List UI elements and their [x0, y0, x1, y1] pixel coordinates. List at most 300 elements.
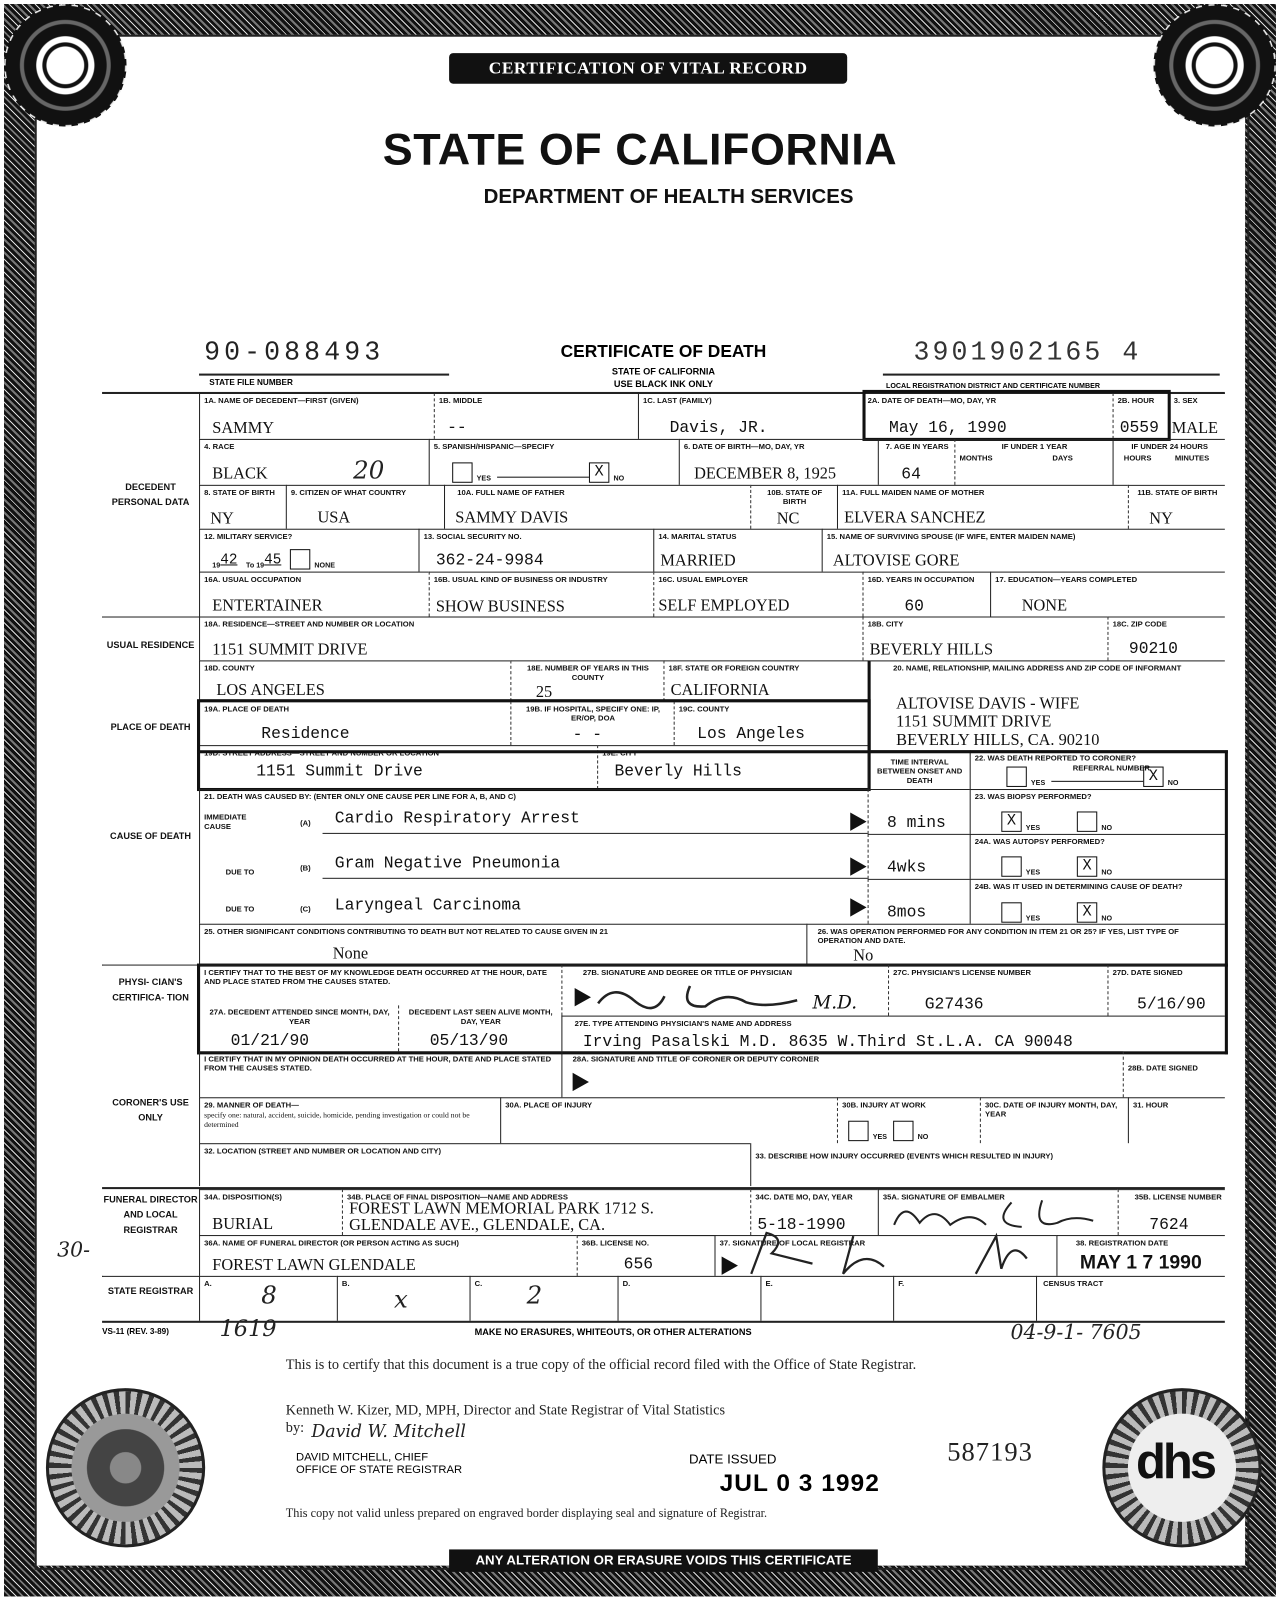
field-label: (C) [300, 904, 311, 914]
field-value: 7624 [1149, 1215, 1189, 1235]
field-label: 12. MILITARY SERVICE? [204, 531, 293, 541]
chief-title: DAVID MITCHELL, CHIEF [296, 1451, 429, 1464]
field-label: 2A. DATE OF DEATH—MO, DAY, YR [867, 396, 997, 406]
field-value: 362-24-9984 [435, 551, 544, 570]
field-label: 28B. DATE SIGNED [1127, 1063, 1198, 1073]
field-label: I CERTIFY THAT IN MY OPINION DEATH OCCURRED AT THE HOUR, DATE AND PLACE STATED FROM THE CAUSES STATED. [204, 1054, 552, 1073]
injury-work-yes-checkbox[interactable] [848, 1121, 868, 1141]
field-label: 27E. TYPE ATTENDING PHYSICIAN'S NAME AND ADDRESS [574, 1018, 792, 1028]
serial-number: 587193 [947, 1437, 1033, 1467]
field-label: 34A. DISPOSITION(S) [204, 1192, 282, 1202]
field-4-race: 4. RACE BLACK 20 [199, 439, 429, 485]
field-19d-street-address [199, 745, 597, 789]
state-registrar-a: A. 8 [199, 1276, 337, 1321]
checkbox-label: NO [1101, 915, 1113, 923]
field-label: 21. DEATH WAS CAUSED BY: (ENTER ONLY ONE CAUSE PER LINE FOR A, B, AND C) [204, 792, 516, 802]
field-label: A. [204, 1278, 212, 1289]
field-27e-physician-name-address [561, 1016, 1224, 1052]
field-value: 5-18-1990 [757, 1215, 846, 1235]
field-27c-license [888, 965, 1107, 1016]
form-code: VS-11 (REV. 3-89) [102, 1326, 169, 1337]
chief-name [296, 1451, 462, 1475]
field-value: Davis, JR. [669, 418, 768, 437]
census-tract [1036, 1276, 1225, 1321]
field-28b-date-signed [1123, 1051, 1225, 1097]
checkbox-label: NO [613, 475, 625, 483]
checkbox-label: YES [1025, 915, 1041, 923]
field-label: 16C. USUAL EMPLOYER [658, 574, 748, 584]
checkbox-label: YES [872, 1133, 888, 1142]
local-registration-label: LOCAL REGISTRATION DISTRICT AND CERTIFICATE NUMBER [885, 382, 1101, 390]
state-registrar-f [893, 1276, 1036, 1321]
field-label: I CERTIFY THAT TO THE BEST OF MY KNOWLEDGE DEATH OCCURRED AT THE HOUR, DATE AND PLACE STATED FROM THE CAUSES STATED. [204, 967, 547, 986]
registrar-director: Kenneth W. Kizer, MD, MPH, Director and State Registrar of Vital Statistics [285, 1403, 726, 1419]
arrow-icon [850, 898, 866, 916]
field-value: 1151 Summit Drive [256, 762, 423, 781]
checkbox-label: YES [476, 475, 491, 483]
field-label: 11B. STATE OF BIRTH [1137, 487, 1218, 498]
field-label: 1C. LAST (FAMILY) [643, 396, 712, 406]
field-label: 31. HOUR [1132, 1100, 1169, 1110]
field-label: 14. MARITAL STATUS [658, 531, 737, 541]
field-10b-father-birth-state [750, 485, 837, 529]
field-value: BLACK [212, 465, 268, 483]
field-value: Irving Pasalski M.D. 8635 W.Third St.L.A. CA 90048 [582, 1032, 1073, 1052]
local-registration-number: 3901902165 4 [913, 336, 1142, 368]
field-label: 16A. USUAL OCCUPATION [204, 574, 302, 584]
arrow-icon [575, 988, 591, 1006]
field-22-coroner-reported [970, 750, 1225, 789]
field-5-hispanic [429, 439, 679, 485]
field-value: FOREST LAWN MEMORIAL PARK 1712 S. [349, 1200, 654, 1218]
field-label: 30C. DATE OF INJURY MONTH, DAY, YEAR [984, 1100, 1118, 1119]
field-24a-autopsy [970, 834, 1225, 879]
field-18d-county [199, 660, 510, 701]
field-label: B. [341, 1278, 350, 1289]
field-27d-date-signed [1107, 965, 1224, 1016]
coroner-yes-checkbox[interactable] [1006, 767, 1026, 787]
field-label: 9. CITIZEN OF WHAT COUNTRY [290, 487, 407, 498]
arrow-icon [722, 1256, 738, 1274]
field-37-local-registrar-signature [714, 1235, 1056, 1276]
rule-line [102, 965, 199, 966]
ink-instruction: USE BLACK INK ONLY [613, 378, 714, 389]
field-label: TIME INTERVAL BETWEEN ONSET AND DEATH [877, 757, 963, 785]
field-label: 24B. WAS IT USED IN DETERMINING CAUSE OF DEATH? [974, 881, 1183, 892]
office-title: OFFICE OF STATE REGISTRAR [296, 1463, 463, 1476]
field-36b-license [577, 1235, 715, 1276]
field-label: 30B. INJURY AT WORK [842, 1100, 926, 1110]
field-16c-employer [653, 572, 862, 617]
certificate-subtitle [500, 365, 827, 389]
field-value: 90210 [1128, 639, 1178, 659]
field-34a-disposition [199, 1189, 342, 1235]
field-2b-hour [1113, 393, 1169, 439]
field-36a-funeral-director [199, 1235, 577, 1276]
field-value: Los Angeles [697, 724, 805, 744]
field-9-citizenship [286, 485, 444, 529]
field-27a-attended-since [199, 1005, 398, 1051]
field-label: (B) [300, 863, 311, 873]
field-value: ALTOVISE DAVIS - WIFE [896, 695, 1080, 713]
checkbox-label: YES [1025, 824, 1041, 832]
cause-c: Laryngeal Carcinoma [334, 896, 522, 915]
state-file-number-label: STATE FILE NUMBER [209, 377, 293, 387]
field-value: 05/13/90 [429, 1031, 509, 1051]
certification-banner: CERTIFICATION OF VITAL RECORD [449, 53, 847, 84]
field-label: 18D. COUNTY [204, 663, 255, 673]
checkbox-label: NO [1167, 779, 1179, 787]
field-16a-occupation [199, 572, 429, 617]
field-20-informant [868, 660, 1225, 750]
corner-rosette-top-right [1153, 4, 1275, 126]
field-label: 35A. SIGNATURE OF EMBALMER [882, 1192, 1005, 1202]
field-label: DUE TO [225, 904, 255, 914]
field-30c-date-of-injury [980, 1097, 1128, 1143]
field-label: E. [765, 1278, 773, 1289]
field-label: HOURS [1123, 453, 1152, 463]
field-label: 1B. MIDDLE [438, 396, 483, 406]
field-12-military-service [199, 529, 418, 572]
field-value: Beverly Hills [614, 762, 742, 781]
field-label: 16D. YEARS IN OCCUPATION [867, 574, 975, 584]
field-value: 8 mins [886, 813, 946, 832]
field-value: SAMMY [212, 419, 275, 437]
field-label: 18C. ZIP CODE [1112, 619, 1167, 629]
field-value: NONE [1021, 597, 1068, 615]
field-value: -- [447, 418, 467, 437]
field-label: 19A. PLACE OF DEATH [204, 704, 290, 714]
dhs-logo: dhs [1136, 1435, 1214, 1490]
field-10a-father-name [444, 485, 750, 529]
field-label: 28A. SIGNATURE AND TITLE OF CORONER OR DEPUTY CORONER [572, 1054, 820, 1064]
field-label: 19E. CITY [602, 748, 638, 758]
field-label: IMMEDIATE CAUSE [204, 812, 247, 831]
field-label: 24A. WAS AUTOPSY PERFORMED? [974, 836, 1105, 847]
physician-signature [593, 978, 818, 1015]
field-label: 23. WAS BIOPSY PERFORMED? [974, 792, 1092, 802]
rule-line [883, 374, 1220, 376]
interval-c [868, 879, 970, 924]
field-18b-residence-city [862, 617, 1107, 661]
hispanic-no-checkbox[interactable]: X [589, 462, 609, 482]
coroner-no-checkbox[interactable]: X [1143, 767, 1163, 787]
alteration-warning-banner: ANY ALTERATION OR ERASURE VOIDS THIS CERTIFICATE [449, 1549, 878, 1571]
field-18e-years-in-county [510, 660, 663, 701]
field-value: G27436 [924, 995, 984, 1014]
field-29-manner-of-death [199, 1097, 500, 1143]
field-value: May 16, 1990 [889, 418, 1007, 437]
field-value: 656 [623, 1255, 654, 1274]
arrow-icon [850, 857, 866, 875]
field-1b-middle-name [434, 393, 638, 439]
biopsy-checkboxes [1001, 811, 1118, 831]
autopsy-yes-checkbox[interactable] [1001, 856, 1021, 876]
field-21-cause-of-death [199, 789, 868, 924]
field-value: SELF EMPLOYED [658, 597, 790, 615]
field-31-hour [1128, 1097, 1225, 1143]
checkbox-label: NO [1101, 869, 1113, 877]
military-none-checkbox[interactable] [290, 549, 310, 569]
field-value: NC [776, 510, 800, 528]
coroner-checkboxes [1006, 767, 1184, 787]
section-funeral: FUNERAL DIRECTOR AND LOCAL REGISTRAR [103, 1194, 198, 1236]
validity-notice: This copy not valid unless prepared on engraved border displaying seal and signature of Registrar. [285, 1505, 768, 1520]
field-16b-business [429, 572, 654, 617]
field-27a-last-seen-alive [398, 1005, 561, 1051]
field-label: DECEDENT LAST SEEN ALIVE MONTH, DAY, YEAR [408, 1007, 553, 1026]
field-30a-place-of-injury [500, 1097, 837, 1143]
field-label: 27C. PHYSICIAN'S LICENSE NUMBER [893, 967, 1032, 977]
field-17-education [990, 572, 1225, 617]
handwritten-margin-note-right: 04-9-1- 7605 [1010, 1319, 1142, 1345]
field-label: 4. RACE [204, 441, 235, 452]
by-label: by: [285, 1420, 305, 1437]
field-value: Residence [261, 724, 350, 744]
field-label: REFERRAL NUMBER [1072, 763, 1151, 773]
field-value: DECEMBER 8, 1925 [694, 465, 837, 483]
section-decedent: DECEDENT PERSONAL DATA [111, 481, 190, 508]
field-label: DAYS [1052, 453, 1073, 463]
field-15-surviving-spouse [822, 529, 1225, 572]
hispanic-checkboxes [452, 462, 630, 482]
field-label: IF UNDER 1 YEAR [1001, 441, 1068, 452]
field-11b-mother-birth-state [1128, 485, 1225, 529]
field-label: 37. SIGNATURE OF LOCAL REGISTRAR [719, 1238, 866, 1248]
checkbox-label: NO [1101, 824, 1113, 832]
field-label: 18E. NUMBER OF YEARS IN THIS COUNTY [526, 663, 649, 682]
field-7-age [878, 439, 955, 485]
field-value: MALE [1171, 419, 1219, 437]
field-18f-state [663, 660, 867, 701]
coroner-certification-text [199, 1051, 561, 1097]
arrow-icon [850, 812, 866, 830]
field-label: C. [474, 1278, 483, 1289]
field-label: 33. DESCRIBE HOW INJURY OCCURRED (EVENTS WHICH RESULTED IN INJURY) [755, 1151, 1054, 1161]
field-label: 17. EDUCATION—YEARS COMPLETED [995, 574, 1138, 584]
handwritten-form-note: 1619 [219, 1316, 277, 1343]
field-13-ssn [418, 529, 653, 572]
state-registrar-d [618, 1276, 761, 1321]
field-label: 10A. FULL NAME OF FATHER [457, 487, 565, 498]
field-value: GLENDALE AVE., GLENDALE, CA. [349, 1216, 606, 1235]
field-label: MINUTES [1174, 453, 1210, 463]
field-label: MONTHS [959, 453, 993, 463]
field-label: 5. SPANISH/HISPANIC—SPECIFY [433, 441, 555, 452]
margin-note-left: 30- [57, 1237, 91, 1262]
injury-work-no-checkbox[interactable] [893, 1121, 913, 1141]
field-label: 18F. STATE OR FOREIGN COUNTRY [668, 663, 800, 673]
field-label: 34B. PLACE OF FINAL DISPOSITION—NAME AND ADDRESS [347, 1192, 568, 1202]
field-label: F. [898, 1278, 905, 1289]
field-label: D. [622, 1278, 631, 1289]
field-label: CENSUS TRACT [1043, 1278, 1104, 1289]
field-value: USA [317, 509, 351, 527]
interval-b [868, 834, 970, 879]
field-label: 1A. NAME OF DECEDENT—FIRST (GIVEN) [204, 396, 359, 406]
checkbox-label: To 19 [246, 562, 265, 570]
department-subtitle: DEPARTMENT OF HEALTH SERVICES [483, 185, 854, 209]
field-label: 20. NAME, RELATIONSHIP, MAILING ADDRESS AND ZIP CODE OF INFORMANT [893, 663, 1182, 673]
hispanic-yes-checkbox[interactable] [452, 462, 472, 482]
field-value: 60 [904, 597, 924, 616]
field-label: 38. REGISTRATION DATE [1075, 1238, 1169, 1248]
field-19a-place-of-death [199, 701, 510, 745]
field-under-24-hours [1113, 439, 1225, 485]
state-file-number: 90-088493 [204, 336, 385, 368]
biopsy-yes-checkbox[interactable]: X [1001, 811, 1021, 831]
field-1a-first-name [199, 393, 434, 439]
field-18c-zip [1107, 617, 1224, 661]
field-value: SHOW BUSINESS [435, 598, 565, 616]
field-value: 64 [901, 465, 921, 484]
physician-certification-text [199, 965, 561, 1006]
page-title: STATE OF CALIFORNIA [382, 124, 898, 175]
field-value: MARRIED [660, 552, 736, 570]
state-registrar-e [760, 1276, 893, 1321]
cause-b: Gram Negative Pneumonia [334, 854, 561, 873]
field-label: 10B. STATE OF BIRTH [767, 487, 823, 507]
field-label: 29. MANNER OF DEATH— [204, 1100, 299, 1110]
field-label: 18A. RESIDENCE—STREET AND NUMBER OR LOCATION [204, 619, 415, 629]
field-label: 18B. CITY [867, 619, 904, 629]
field-value: 1151 SUMMIT DRIVE [896, 713, 1052, 731]
section-cause-of-death: CAUSE OF DEATH [110, 830, 192, 842]
field-value: - - [572, 725, 603, 745]
field-label: 26. WAS OPERATION PERFORMED FOR ANY CONDITION IN ITEM 21 OR 25? IF YES, LIST TYPE OF OPERATION AND DATE. [817, 926, 1179, 946]
field-label: IF UNDER 24 HOURS [1131, 441, 1208, 452]
field-label: DUE TO [225, 867, 255, 877]
field-32-location [199, 1143, 750, 1186]
field-label: 15. NAME OF SURVIVING SPOUSE (IF WIFE, ENTER MAIDEN NAME) [826, 531, 1076, 541]
field-label: 19D. STREET ADDRESS—STREET AND NUMBER OR LOCATION [204, 748, 440, 758]
certificate-title: CERTIFICATE OF DEATH [560, 341, 767, 362]
field-label: 36A. NAME OF FUNERAL DIRECTOR (OR PERSON ACTING AS SUCH) [204, 1238, 459, 1248]
date-issued: JUL 0 3 1992 [719, 1469, 880, 1498]
state-label: STATE OF CALIFORNIA [611, 366, 716, 377]
field-label: 25. OTHER SIGNIFICANT CONDITIONS CONTRIBUTING TO DEATH BUT NOT RELATED TO CAUSE GIVEN IN 21 [204, 926, 609, 936]
checkbox-label: YES [1030, 779, 1046, 787]
field-6-date-of-birth [679, 439, 878, 485]
field-14-marital-status [653, 529, 821, 572]
field-label: 27B. SIGNATURE AND DEGREE OR TITLE OF PHYSICIAN [582, 967, 793, 977]
section-state-registrar: STATE REGISTRAR [107, 1286, 194, 1297]
rule-line [199, 374, 449, 376]
corner-rosette-top-left [4, 4, 126, 126]
field-label: 13. SOCIAL SECURITY NO. [423, 531, 522, 541]
field-value: BEVERLY HILLS, CA. 90210 [896, 731, 1100, 750]
field-26-operation [806, 924, 1224, 965]
section-physician: PHYSI- CIAN'S CERTIFICA- TION [112, 976, 189, 1003]
date-issued-label: DATE ISSUED [688, 1451, 777, 1467]
interval-a [868, 789, 970, 834]
autopsy-used-no-checkbox[interactable]: X [1077, 902, 1097, 922]
field-label: 19C. COUNTY [678, 704, 730, 714]
alteration-warning: MAKE NO ERASURES, WHITEOUTS, OR OTHER ALTERATIONS [474, 1326, 752, 1338]
field-value: ALTOVISE GORE [832, 552, 960, 570]
rule-line [102, 617, 199, 618]
time-interval-header [868, 750, 970, 789]
field-value: 01/21/90 [230, 1031, 310, 1051]
biopsy-no-checkbox[interactable] [1077, 811, 1097, 831]
field-value: 8mos [886, 903, 927, 922]
field-value: 1151 SUMMIT DRIVE [212, 640, 368, 659]
field-value: ENTERTAINER [212, 597, 323, 615]
field-value: NY [1149, 510, 1173, 528]
cause-a: Cardio Respiratory Arrest [334, 809, 580, 828]
autopsy-checkboxes [1001, 856, 1118, 876]
arrow-icon [573, 1073, 589, 1091]
field-16d-years-occupation [862, 572, 990, 617]
field-19b-hospital [510, 701, 673, 745]
checkbox-label: 19 [212, 562, 221, 570]
checkbox-label: NO [917, 1133, 929, 1142]
field-23-biopsy [970, 789, 1225, 834]
field-label: 19B. IF HOSPITAL, SPECIFY ONE: IP, ER/OP, DOA [526, 704, 661, 723]
military-years: 1942 To 1945 NONE [212, 549, 341, 569]
field-38-registration-date [1056, 1235, 1224, 1276]
certification-statement: This is to certify that this document is a true copy of the official record filed with the Office of State Registrar. [285, 1357, 917, 1373]
field-label: 35B. LICENSE NUMBER [1134, 1192, 1222, 1202]
checkbox-label: NONE [314, 562, 336, 570]
field-label: 22. WAS DEATH REPORTED TO CORONER? [974, 753, 1137, 763]
field-label: 32. LOCATION (STREET AND NUMBER OR LOCATION AND CITY) [204, 1146, 442, 1156]
field-value: ELVERA SANCHEZ [844, 509, 986, 527]
field-11a-mother-maiden-name [837, 485, 1128, 529]
field-value: FOREST LAWN GLENDALE [212, 1256, 416, 1274]
field-19c-county [674, 701, 868, 745]
field-25-other-conditions [199, 924, 806, 965]
field-2a-date-of-death [862, 393, 1112, 439]
field-35b-license [1118, 1189, 1225, 1235]
field-value: NY [210, 510, 234, 528]
field-value: LOS ANGELES [216, 681, 325, 700]
field-value: BEVERLY HILLS [869, 640, 994, 659]
field-value: None [332, 945, 369, 963]
field-label: 34C. DATE MO, DAY, YEAR [755, 1192, 853, 1202]
autopsy-used-checkboxes [1001, 902, 1118, 922]
field-value: 25 [535, 683, 553, 702]
field-label: 36B. LICENSE NO. [581, 1238, 650, 1248]
field-value: BURIAL [212, 1215, 274, 1234]
field-label: 27A. DECEDENT ATTENDED SINCE MONTH, DAY, YEAR [209, 1007, 390, 1026]
autopsy-used-yes-checkbox[interactable] [1001, 902, 1021, 922]
section-coroner: CORONER'S USE ONLY [112, 1097, 189, 1123]
field-8-state-of-birth [199, 485, 286, 529]
field-value: M.D. [812, 992, 858, 1014]
registrar-signature [741, 1228, 1047, 1279]
field-33-injury-description [750, 1143, 1225, 1186]
field-27b-physician-signature [561, 965, 888, 1016]
field-label: specify one: natural, accident, suicide, homicide, pending investigation or could not be determined [204, 1110, 470, 1129]
section-residence: USUAL RESIDENCE [106, 639, 195, 651]
state-registrar-b: B. x [337, 1276, 470, 1321]
field-24b-autopsy-used [970, 879, 1225, 924]
field-30b-injury-at-work [837, 1097, 980, 1143]
injury-at-work-checkboxes [848, 1121, 934, 1141]
california-state-seal [46, 1388, 205, 1547]
autopsy-no-checkbox[interactable]: X [1077, 856, 1097, 876]
field-3-sex [1169, 393, 1225, 439]
field-value: No [853, 947, 874, 965]
field-19e-city [597, 745, 867, 789]
field-value: 0559 [1119, 418, 1159, 437]
field-34b-place-of-disposition [342, 1189, 750, 1235]
dhs-seal [1102, 1388, 1261, 1547]
state-registrar-c: C. 2 [470, 1276, 618, 1321]
field-label: 2B. HOUR [1117, 396, 1155, 406]
field-value: MAY 1 7 1990 [1079, 1252, 1202, 1274]
